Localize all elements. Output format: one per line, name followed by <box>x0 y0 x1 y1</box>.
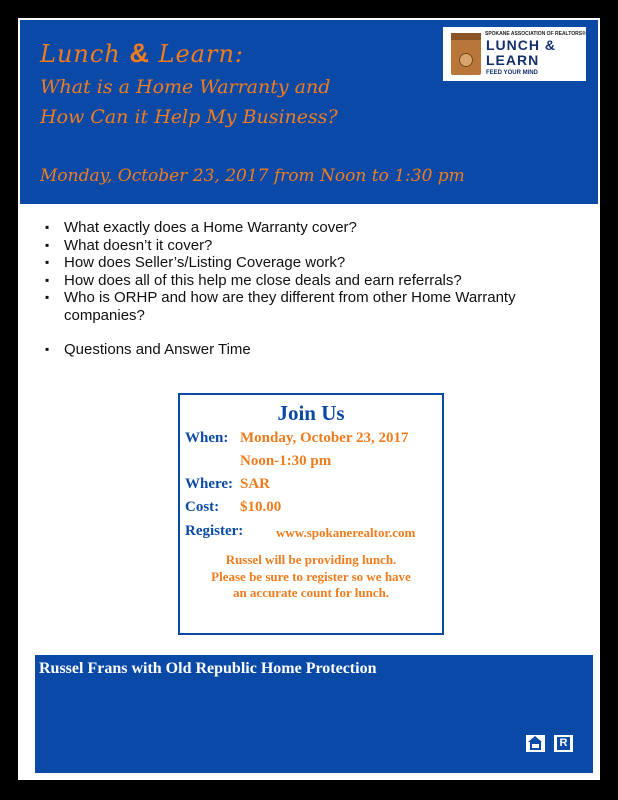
cost-value: $10.00 <box>240 499 282 515</box>
when-label: When: <box>185 430 229 446</box>
subtitle-line-1: What is a Home Warranty and <box>40 76 331 98</box>
time-value: Noon-1:30 pm <box>240 453 332 469</box>
equal-housing-icon <box>526 735 545 752</box>
note-line-2: Please be sure to register so we have <box>211 568 411 584</box>
note-line-3: an accurate count for lunch. <box>232 585 390 600</box>
where-label: Where: <box>185 476 234 492</box>
title-ampersand: & <box>129 38 150 68</box>
list-item: ▪ How does Seller’s/Listing Coverage work? <box>40 254 560 272</box>
title-learn: Learn: <box>158 40 244 68</box>
note-line-1: Russel will be providing lunch. <box>225 552 397 567</box>
realtor-icon: R <box>554 735 573 752</box>
title-lunch: Lunch <box>40 40 121 68</box>
where-value: SAR <box>240 476 271 492</box>
logo-title <box>486 38 556 68</box>
list-item: ▪ How does all of this help me close deals and earn referrals? <box>40 272 560 290</box>
register-label: Register: <box>185 523 244 539</box>
lunch-bag-icon <box>451 33 481 75</box>
logo-tagline: FEED YOUR MIND <box>486 70 538 76</box>
list-item-qa: ▪ Questions and Answer Time <box>40 341 560 359</box>
logo-title-line-2: LEARN <box>486 52 540 68</box>
event-title <box>40 38 244 69</box>
join-heading: Join Us <box>277 401 345 425</box>
subtitle-line-2: How Can it Help My Business? <box>40 106 338 128</box>
lunch-note <box>180 552 442 602</box>
footer-banner <box>35 655 593 773</box>
list-item: ▪ Who is ORHP and how are they different from other Home Warranty companies? <box>40 289 560 324</box>
presenter-line: Russel Frans with Old Republic Home Protection <box>39 660 377 677</box>
event-date-line: Monday, October 23, 2017 from Noon to 1:30 pm <box>40 166 465 186</box>
list-item: ▪ What exactly does a Home Warranty cover? <box>40 219 560 237</box>
cost-label: Cost: <box>185 499 220 515</box>
join-us-box <box>178 393 444 635</box>
lunch-and-learn-logo <box>443 27 586 81</box>
register-link[interactable]: www.spokanerealtor.com <box>276 525 416 540</box>
header-banner <box>20 20 598 204</box>
when-value: Monday, October 23, 2017 <box>240 430 409 446</box>
topic-list <box>40 219 560 359</box>
logo-association: SPOKANE ASSOCIATION OF REALTORS® <box>485 31 586 37</box>
logo-title-line-1: LUNCH & <box>486 37 556 53</box>
list-item: ▪ What doesn’t it cover? <box>40 237 560 255</box>
